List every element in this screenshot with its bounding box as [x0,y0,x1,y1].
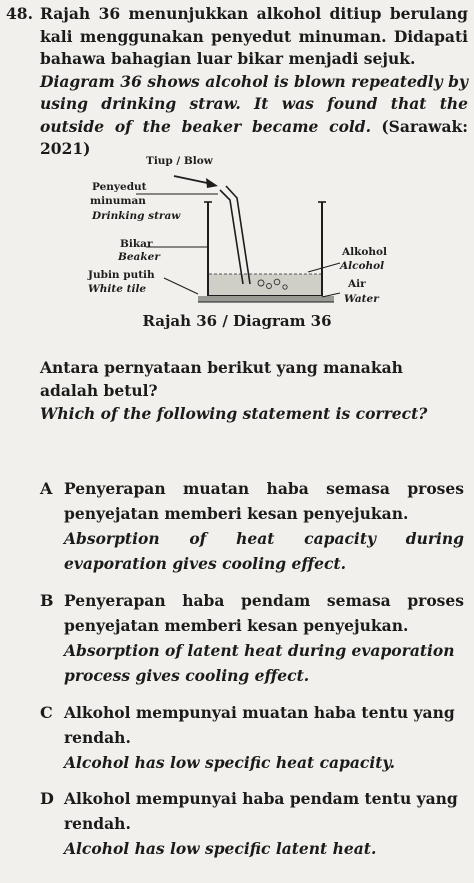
option-text-english: Absorption of heat capacity during evaporation gives cooling effect. [64,529,464,573]
option-text-english: Alcohol has low specific heat capacity. [64,753,396,772]
blow-arrow-head [206,178,218,188]
alcohol-liquid [209,274,321,295]
option-letter: B [40,591,54,610]
option-text-english: Absorption of latent heat during evaporation process gives cooling effect. [64,641,455,685]
label-beaker-ms: Bikar [120,238,153,250]
question-header [6,3,468,161]
label-water-ms: Air [348,278,366,290]
label-alcohol-ms: Alkohol [342,246,388,258]
question-text-english-block [40,71,468,161]
option-d[interactable] [40,786,464,861]
question-number: 48. [6,4,33,23]
label-straw-ms-1: Penyedut [92,181,147,193]
question-source: (Sarawak: 2021) [40,116,468,158]
label-alcohol-en: Alcohol [340,260,385,272]
label-straw-ms-2: minuman [90,195,146,207]
question-prompt [40,356,462,425]
option-a[interactable] [40,476,464,576]
question-text-malay: Rajah 36 menunjukkan alkohol ditiup berulang kali menggunakan penyedut minuman. Didapati bahawa bahagian luar bikar menjadi sejuk. [40,4,468,68]
label-beaker-en: Beaker [118,251,160,263]
option-b[interactable] [40,588,464,688]
diagram-drawing [86,150,406,308]
option-letter: D [40,789,54,808]
option-letter: C [40,703,53,722]
label-tile-ms: Jubin putih [88,269,155,281]
option-text-malay: Alkohol mempunyai haba pendam tentu yang rendah. [64,789,458,833]
white-tile [198,296,334,302]
prompt-english: Which of the following statement is correct? [40,404,428,423]
label-tile-en: White tile [88,283,147,295]
diagram-caption: Rajah 36 / Diagram 36 [142,312,332,330]
option-letter: A [40,479,53,498]
question-text-english: Diagram 36 shows alcohol is blown repeatedly by using drinking straw. It was found that the outside of the beaker became cold. [40,71,468,136]
label-blow: Tiup / Blow [146,155,213,167]
option-c[interactable] [40,700,464,775]
option-text-malay: Penyerapan muatan haba semasa proses penyejatan memberi kesan penyejukan. [64,479,464,523]
label-straw-en: Drinking straw [92,210,181,222]
drinking-straw [220,190,243,284]
label-water-en: Water [344,293,379,305]
option-text-malay: Penyerapan haba pendam semasa proses penyejatan memberi kesan penyejukan. [64,591,464,635]
prompt-malay: Antara pernyataan berikut yang manakah adalah betul? [40,358,403,400]
diagram-36 [86,150,406,308]
option-text-malay: Alkohol mempunyai muatan haba tentu yang rendah. [64,703,455,747]
option-text-english: Alcohol has low specific latent heat. [64,839,377,858]
